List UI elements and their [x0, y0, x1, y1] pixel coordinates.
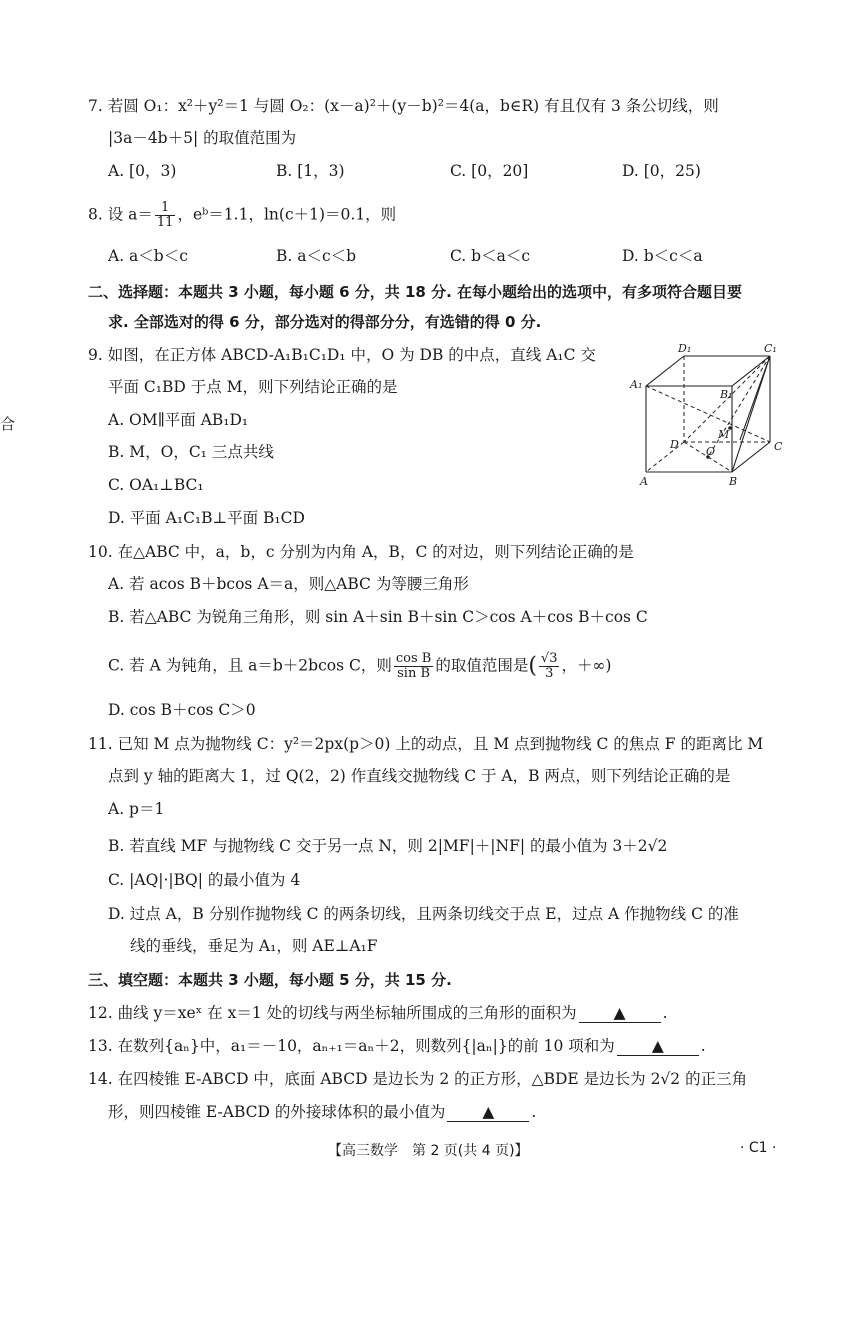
q8-option-c: C. b＜a＜c: [450, 247, 531, 265]
label-a1: A₁: [630, 378, 643, 391]
q9-option-b: B. M，O，C₁ 三点共线: [108, 443, 274, 461]
label-c1: C₁: [764, 342, 777, 355]
q11-option-d-line2: 线的垂线，垂足为 A₁，则 AE⊥A₁F: [130, 937, 378, 955]
q8-fraction: [155, 201, 176, 230]
q8-stem: [88, 201, 396, 230]
label-c: C: [774, 440, 783, 453]
q10-option-b: B. 若△ABC 为锐角三角形，则 sin A＋sin B＋sin C＞cos A＋cos B＋cos C: [108, 608, 648, 626]
q11-option-d-line1: D. 过点 A，B 分别作抛物线 C 的两条切线，且两条切线交于点 E，过点 A 作抛物线 C 的准: [108, 905, 739, 923]
q12-text: 12. 曲线 y＝xeˣ 在 x＝1 处的切线与两坐标轴所围成的三角形的面积为: [88, 1004, 577, 1022]
q8-option-d: D. b＜c＜a: [622, 247, 703, 265]
q10-stem: 10. 在△ABC 中，a，b，c 分别为内角 A，B，C 的对边，则下列结论正确的是: [88, 543, 634, 561]
q8-option-b: B. a＜c＜b: [276, 247, 357, 265]
q10-c-range-tail: ，＋∞): [561, 656, 612, 675]
q14-answer-blank: ▲: [447, 1103, 529, 1122]
q12-end: .: [662, 1004, 668, 1022]
q10-option-d: D. cos B＋cos C＞0: [108, 701, 256, 719]
q9-option-a: A. OM∥平面 AB₁D₁: [108, 411, 249, 429]
q13-stem: [88, 1035, 706, 1057]
q12-stem: [88, 1002, 668, 1024]
q10-c-range-num: √3: [540, 651, 558, 666]
q10-option-a: A. 若 acos B＋bcos A＝a，则△ABC 为等腰三角形: [108, 575, 469, 593]
q8-frac-num: 1: [155, 201, 176, 216]
q7-option-a: A. [0，3): [108, 162, 177, 180]
q7-stem-line2: |3a－4b＋5| 的取值范围为: [108, 129, 297, 147]
label-o: O: [706, 445, 716, 458]
label-b1: B₁: [720, 388, 733, 401]
q8-suffix: ，eᵇ＝1.1，ln(c＋1)＝0.1，则: [177, 205, 397, 224]
q10-c-range-den: 3: [545, 666, 554, 681]
cube-figure: [630, 340, 794, 490]
q7-option-c: C. [0，20]: [450, 162, 529, 180]
q8-option-a: A. a＜b＜c: [108, 247, 188, 265]
q11-option-c: C. |AQ|·|BQ| 的最小值为 4: [108, 871, 301, 889]
q7-option-d: D. [0，25): [622, 162, 701, 180]
q10-c-prefix: C. 若 A 为钝角，且 a＝b＋2bcos C，则: [108, 656, 392, 675]
q9-stem-line2: 平面 C₁BD 于点 M，则下列结论正确的是: [108, 378, 398, 396]
q13-end: .: [700, 1037, 706, 1055]
q8-frac-den: 11: [156, 215, 174, 230]
q9-option-d: D. 平面 A₁C₁B⊥平面 B₁CD: [108, 509, 305, 527]
q13-answer-blank: ▲: [617, 1037, 699, 1056]
q7-option-b: B. [1，3): [276, 162, 345, 180]
q12-answer-blank: ▲: [579, 1004, 661, 1023]
q10-c-frac-num: cos B: [395, 651, 432, 666]
label-d1: D₁: [678, 342, 692, 355]
q10-c-range-fraction: [539, 652, 560, 681]
page-code: · C1 ·: [740, 1140, 777, 1156]
q10-c-fraction: [394, 652, 433, 681]
margin-fragment: 合: [0, 415, 16, 433]
q8-prefix: 8. 设 a＝: [88, 205, 153, 224]
q10-c-paren: (: [528, 653, 537, 679]
label-a: A: [640, 475, 648, 488]
q7-stem-line1: 7. 若圆 O₁：x²＋y²＝1 与圆 O₂：(x－a)²＋(y－b)²＝4(a，b∈R) 有且仅有 3 条公切线，则: [88, 97, 719, 115]
q14-text: 形，则四棱锥 E-ABCD 的外接球体积的最小值为: [108, 1103, 446, 1121]
q13-text: 13. 在数列{aₙ}中，a₁＝－10，aₙ₊₁＝aₙ＋2，则数列{|aₙ|}的前 10 项和为: [88, 1037, 615, 1055]
q9-option-c: C. OA₁⊥BC₁: [108, 476, 204, 494]
q11-option-b: B. 若直线 MF 与抛物线 C 交于另一点 N，则 2|MF|＋|NF| 的最小值为 3＋2√2: [108, 837, 668, 855]
q11-stem-line1: 11. 已知 M 点为抛物线 C：y²＝2px(p＞0) 上的动点，且 M 点到抛物线 C 的焦点 F 的距离比 M: [88, 735, 764, 753]
q10-option-c: [108, 652, 611, 681]
label-d: D: [670, 438, 679, 451]
label-m: M: [718, 428, 730, 441]
q10-c-mid: 的取值范围是: [435, 656, 529, 675]
section2-heading-line2: 求. 全部选对的得 6 分，部分选对的得部分分，有选错的得 0 分.: [108, 313, 542, 331]
q9-stem-line1: 9. 如图，在正方体 ABCD-A₁B₁C₁D₁ 中，O 为 DB 的中点，直线 A₁C 交: [88, 346, 596, 364]
page-footer: 【高三数学 第 2 页(共 4 页)】: [328, 1143, 529, 1159]
q14-stem-line1: 14. 在四棱锥 E-ABCD 中，底面 ABCD 是边长为 2 的正方形，△BDE 是边长为 2√2 的正三角: [88, 1070, 748, 1088]
q14-end: .: [531, 1103, 537, 1121]
q10-c-frac-den: sin B: [397, 666, 431, 681]
q11-stem-line2: 点到 y 轴的距离大 1，过 Q(2，2) 作直线交抛物线 C 于 A，B 两点，则下列结论正确的是: [108, 767, 731, 785]
section3-heading: 三、填空题：本题共 3 小题，每小题 5 分，共 15 分.: [88, 971, 452, 989]
q14-stem-line2: [108, 1101, 536, 1123]
label-b: B: [729, 475, 738, 488]
section2-heading-line1: 二、选择题：本题共 3 小题，每小题 6 分，共 18 分. 在每小题给出的选项中，有多项符合题目要: [88, 283, 743, 301]
q11-option-a: A. p＝1: [108, 800, 165, 818]
